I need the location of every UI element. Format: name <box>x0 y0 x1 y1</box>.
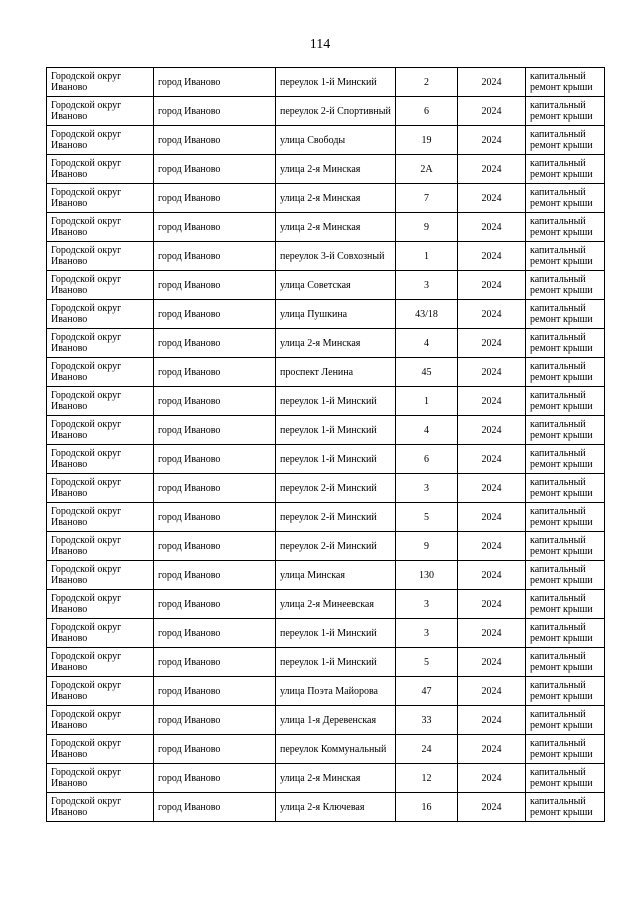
table-row <box>47 706 605 735</box>
year-cell: 2024 <box>458 329 526 358</box>
district-cell: Городской округ Иваново <box>47 387 154 416</box>
year-cell: 2024 <box>458 793 526 822</box>
city-cell: город Иваново <box>154 358 276 387</box>
district-cell: Городской округ Иваново <box>47 329 154 358</box>
table-row <box>47 793 605 822</box>
street-cell: переулок 1-й Минский <box>276 619 396 648</box>
street-cell: переулок 1-й Минский <box>276 648 396 677</box>
work-type-cell: капитальный ремонт крыши <box>526 242 605 271</box>
work-type-cell: капитальный ремонт крыши <box>526 329 605 358</box>
city-cell: город Иваново <box>154 619 276 648</box>
street-cell: переулок 2-й Минский <box>276 474 396 503</box>
district-cell: Городской округ Иваново <box>47 445 154 474</box>
street-cell: улица 2-я Минская <box>276 184 396 213</box>
table-row <box>47 561 605 590</box>
table-row <box>47 532 605 561</box>
city-cell: город Иваново <box>154 445 276 474</box>
house-number-cell: 2 <box>396 68 458 97</box>
work-type-cell: капитальный ремонт крыши <box>526 706 605 735</box>
district-cell: Городской округ Иваново <box>47 358 154 387</box>
table-row <box>47 619 605 648</box>
year-cell: 2024 <box>458 561 526 590</box>
house-number-cell: 130 <box>396 561 458 590</box>
table-row <box>47 445 605 474</box>
year-cell: 2024 <box>458 648 526 677</box>
city-cell: город Иваново <box>154 155 276 184</box>
house-number-cell: 6 <box>396 97 458 126</box>
city-cell: город Иваново <box>154 590 276 619</box>
street-cell: улица 2-я Минская <box>276 155 396 184</box>
district-cell: Городской округ Иваново <box>47 590 154 619</box>
house-number-cell: 43/18 <box>396 300 458 329</box>
street-cell: улица Советская <box>276 271 396 300</box>
city-cell: город Иваново <box>154 706 276 735</box>
street-cell: улица Пушкина <box>276 300 396 329</box>
table-row <box>47 735 605 764</box>
house-number-cell: 9 <box>396 532 458 561</box>
work-type-cell: капитальный ремонт крыши <box>526 503 605 532</box>
house-number-cell: 4 <box>396 329 458 358</box>
year-cell: 2024 <box>458 677 526 706</box>
street-cell: переулок 1-й Минский <box>276 68 396 97</box>
table-row <box>47 300 605 329</box>
city-cell: город Иваново <box>154 97 276 126</box>
house-number-cell: 45 <box>396 358 458 387</box>
city-cell: город Иваново <box>154 416 276 445</box>
table-row <box>47 155 605 184</box>
street-cell: улица 2-я Минская <box>276 213 396 242</box>
table-row <box>47 68 605 97</box>
house-number-cell: 5 <box>396 648 458 677</box>
house-number-cell: 2А <box>396 155 458 184</box>
district-cell: Городской округ Иваново <box>47 735 154 764</box>
table-row <box>47 97 605 126</box>
house-number-cell: 3 <box>396 271 458 300</box>
district-cell: Городской округ Иваново <box>47 213 154 242</box>
year-cell: 2024 <box>458 735 526 764</box>
table-row <box>47 387 605 416</box>
house-number-cell: 47 <box>396 677 458 706</box>
year-cell: 2024 <box>458 271 526 300</box>
house-number-cell: 16 <box>396 793 458 822</box>
work-type-cell: капитальный ремонт крыши <box>526 387 605 416</box>
house-number-cell: 7 <box>396 184 458 213</box>
district-cell: Городской округ Иваново <box>47 706 154 735</box>
work-type-cell: капитальный ремонт крыши <box>526 271 605 300</box>
house-number-cell: 3 <box>396 619 458 648</box>
work-type-cell: капитальный ремонт крыши <box>526 677 605 706</box>
year-cell: 2024 <box>458 358 526 387</box>
street-cell: переулок 3-й Совхозный <box>276 242 396 271</box>
table-row <box>47 358 605 387</box>
registry-table <box>46 67 605 822</box>
table-row <box>47 416 605 445</box>
table-row <box>47 590 605 619</box>
house-number-cell: 12 <box>396 764 458 793</box>
district-cell: Городской округ Иваново <box>47 532 154 561</box>
year-cell: 2024 <box>458 300 526 329</box>
city-cell: город Иваново <box>154 764 276 793</box>
work-type-cell: капитальный ремонт крыши <box>526 619 605 648</box>
city-cell: город Иваново <box>154 677 276 706</box>
work-type-cell: капитальный ремонт крыши <box>526 445 605 474</box>
city-cell: город Иваново <box>154 561 276 590</box>
street-cell: улица 2-я Минеевская <box>276 590 396 619</box>
table-row <box>47 677 605 706</box>
work-type-cell: капитальный ремонт крыши <box>526 561 605 590</box>
district-cell: Городской округ Иваново <box>47 474 154 503</box>
house-number-cell: 24 <box>396 735 458 764</box>
district-cell: Городской округ Иваново <box>47 619 154 648</box>
street-cell: переулок 2-й Спортивный <box>276 97 396 126</box>
table-row <box>47 474 605 503</box>
district-cell: Городской округ Иваново <box>47 764 154 793</box>
city-cell: город Иваново <box>154 532 276 561</box>
city-cell: город Иваново <box>154 271 276 300</box>
house-number-cell: 3 <box>396 474 458 503</box>
city-cell: город Иваново <box>154 503 276 532</box>
year-cell: 2024 <box>458 532 526 561</box>
year-cell: 2024 <box>458 619 526 648</box>
district-cell: Городской округ Иваново <box>47 648 154 677</box>
street-cell: переулок 1-й Минский <box>276 416 396 445</box>
street-cell: переулок Коммунальный <box>276 735 396 764</box>
year-cell: 2024 <box>458 706 526 735</box>
year-cell: 2024 <box>458 126 526 155</box>
work-type-cell: капитальный ремонт крыши <box>526 416 605 445</box>
year-cell: 2024 <box>458 503 526 532</box>
house-number-cell: 3 <box>396 590 458 619</box>
district-cell: Городской округ Иваново <box>47 68 154 97</box>
work-type-cell: капитальный ремонт крыши <box>526 648 605 677</box>
city-cell: город Иваново <box>154 126 276 155</box>
work-type-cell: капитальный ремонт крыши <box>526 532 605 561</box>
work-type-cell: капитальный ремонт крыши <box>526 735 605 764</box>
registry-body <box>47 68 605 822</box>
year-cell: 2024 <box>458 416 526 445</box>
table-row <box>47 242 605 271</box>
street-cell: переулок 2-й Минский <box>276 532 396 561</box>
district-cell: Городской округ Иваново <box>47 155 154 184</box>
work-type-cell: капитальный ремонт крыши <box>526 474 605 503</box>
table-row <box>47 329 605 358</box>
year-cell: 2024 <box>458 68 526 97</box>
district-cell: Городской округ Иваново <box>47 677 154 706</box>
year-cell: 2024 <box>458 242 526 271</box>
city-cell: город Иваново <box>154 213 276 242</box>
street-cell: улица 1-я Деревенская <box>276 706 396 735</box>
house-number-cell: 1 <box>396 387 458 416</box>
work-type-cell: капитальный ремонт крыши <box>526 764 605 793</box>
street-cell: улица Поэта Майорова <box>276 677 396 706</box>
house-number-cell: 9 <box>396 213 458 242</box>
year-cell: 2024 <box>458 184 526 213</box>
city-cell: город Иваново <box>154 184 276 213</box>
work-type-cell: капитальный ремонт крыши <box>526 126 605 155</box>
street-cell: переулок 1-й Минский <box>276 445 396 474</box>
city-cell: город Иваново <box>154 242 276 271</box>
district-cell: Городской округ Иваново <box>47 300 154 329</box>
street-cell: переулок 2-й Минский <box>276 503 396 532</box>
street-cell: улица Свободы <box>276 126 396 155</box>
city-cell: город Иваново <box>154 735 276 764</box>
district-cell: Городской округ Иваново <box>47 503 154 532</box>
work-type-cell: капитальный ремонт крыши <box>526 213 605 242</box>
table-row <box>47 213 605 242</box>
street-cell: переулок 1-й Минский <box>276 387 396 416</box>
work-type-cell: капитальный ремонт крыши <box>526 300 605 329</box>
district-cell: Городской округ Иваново <box>47 561 154 590</box>
table-row <box>47 126 605 155</box>
house-number-cell: 1 <box>396 242 458 271</box>
street-cell: проспект Ленина <box>276 358 396 387</box>
table-row <box>47 648 605 677</box>
house-number-cell: 33 <box>396 706 458 735</box>
year-cell: 2024 <box>458 474 526 503</box>
street-cell: улица Минская <box>276 561 396 590</box>
year-cell: 2024 <box>458 213 526 242</box>
year-cell: 2024 <box>458 387 526 416</box>
work-type-cell: капитальный ремонт крыши <box>526 97 605 126</box>
city-cell: город Иваново <box>154 793 276 822</box>
year-cell: 2024 <box>458 97 526 126</box>
work-type-cell: капитальный ремонт крыши <box>526 793 605 822</box>
district-cell: Городской округ Иваново <box>47 126 154 155</box>
work-type-cell: капитальный ремонт крыши <box>526 184 605 213</box>
district-cell: Городской округ Иваново <box>47 97 154 126</box>
house-number-cell: 5 <box>396 503 458 532</box>
table-row <box>47 184 605 213</box>
house-number-cell: 6 <box>396 445 458 474</box>
table-row <box>47 764 605 793</box>
city-cell: город Иваново <box>154 329 276 358</box>
work-type-cell: капитальный ремонт крыши <box>526 590 605 619</box>
work-type-cell: капитальный ремонт крыши <box>526 358 605 387</box>
district-cell: Городской округ Иваново <box>47 242 154 271</box>
city-cell: город Иваново <box>154 387 276 416</box>
table-row <box>47 503 605 532</box>
year-cell: 2024 <box>458 155 526 184</box>
city-cell: город Иваново <box>154 68 276 97</box>
house-number-cell: 4 <box>396 416 458 445</box>
district-cell: Городской округ Иваново <box>47 271 154 300</box>
page-number: 114 <box>309 37 331 52</box>
district-cell: Городской округ Иваново <box>47 416 154 445</box>
year-cell: 2024 <box>458 764 526 793</box>
street-cell: улица 2-я Минская <box>276 329 396 358</box>
district-cell: Городской округ Иваново <box>47 184 154 213</box>
city-cell: город Иваново <box>154 300 276 329</box>
work-type-cell: капитальный ремонт крыши <box>526 155 605 184</box>
house-number-cell: 19 <box>396 126 458 155</box>
city-cell: город Иваново <box>154 474 276 503</box>
work-type-cell: капитальный ремонт крыши <box>526 68 605 97</box>
year-cell: 2024 <box>458 445 526 474</box>
street-cell: улица 2-я Минская <box>276 764 396 793</box>
table-row <box>47 271 605 300</box>
district-cell: Городской округ Иваново <box>47 793 154 822</box>
year-cell: 2024 <box>458 590 526 619</box>
city-cell: город Иваново <box>154 648 276 677</box>
street-cell: улица 2-я Ключевая <box>276 793 396 822</box>
